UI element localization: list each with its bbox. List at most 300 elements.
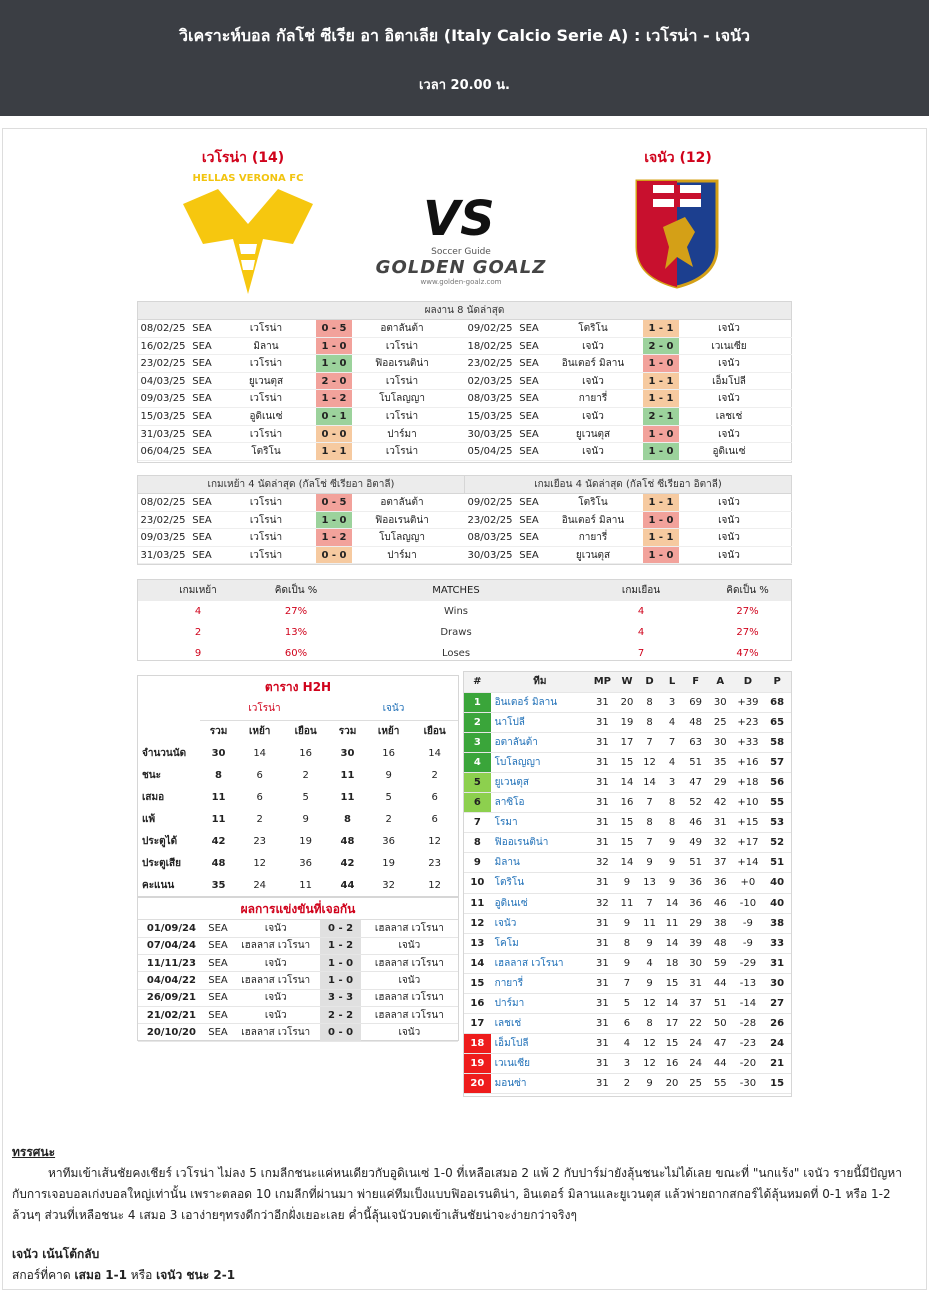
- standings-header: P: [763, 672, 791, 692]
- standings-cell: 38: [708, 913, 733, 933]
- standings-cell: 36: [683, 893, 708, 913]
- summary-table: [138, 580, 791, 664]
- standings-cell: 13: [638, 873, 661, 893]
- standings-cell: 11: [661, 913, 684, 933]
- standings-cell: 9: [638, 973, 661, 993]
- standings-cell: 4: [464, 752, 491, 772]
- match-league: SEA: [519, 532, 539, 544]
- h2h-result-cell: 26/09/21: [138, 989, 205, 1006]
- standings-cell: 15: [616, 813, 639, 833]
- standings-cell: 52: [683, 793, 708, 813]
- standings-team-name: เจนัว: [491, 913, 589, 933]
- standings-cell: 30: [763, 973, 791, 993]
- standings-cell: 14: [661, 893, 684, 913]
- standings-cell: 30: [683, 953, 708, 973]
- standings-cell: 31: [589, 712, 616, 732]
- match-home-team: ยูเวนตุส: [575, 428, 611, 440]
- standings-header: D: [638, 672, 661, 692]
- match-score: 1 - 0: [316, 338, 352, 355]
- h2h-result-cell: 0 - 0: [320, 1024, 361, 1041]
- standings-cell: 49: [683, 833, 708, 853]
- standings-cell: 9: [616, 873, 639, 893]
- match-league: SEA: [519, 446, 539, 458]
- match-score: 0 - 5: [316, 494, 352, 511]
- standings-cell: 29: [683, 913, 708, 933]
- standings-cell: 8: [464, 833, 491, 853]
- standings-header: F: [683, 672, 708, 692]
- standings-cell: 4: [616, 1034, 639, 1054]
- summary-cell: 4: [637, 627, 645, 638]
- standings-row: [464, 973, 791, 993]
- summary-cell: Draws: [440, 627, 472, 638]
- match-score: 1 - 0: [316, 512, 352, 529]
- standings-row: [464, 873, 791, 893]
- standings-cell: 48: [683, 712, 708, 732]
- match-away-team: เจนัว: [718, 514, 740, 526]
- match-row: [465, 512, 792, 530]
- summary-cell: 13%: [284, 627, 308, 638]
- standings-cell: +14: [733, 853, 764, 873]
- h2h-result-cell: เจนัว: [361, 937, 458, 954]
- h2h-subheader: รวม: [338, 725, 357, 737]
- match-league: SEA: [192, 410, 212, 422]
- standings-cell: 17: [616, 732, 639, 752]
- standings-cell: +16: [733, 752, 764, 772]
- h2h-cell: ประตูได้: [142, 835, 178, 847]
- match-row: [465, 373, 792, 391]
- h2h-result-cell: 11/11/23: [138, 955, 205, 972]
- standings-row: [464, 953, 791, 973]
- match-away-team: เลชเช่: [715, 410, 743, 422]
- h2h-cell: 32: [382, 879, 396, 891]
- h2h-cell: 6: [256, 769, 263, 781]
- match-league: SEA: [519, 393, 539, 405]
- brand-logo: [351, 247, 571, 291]
- home-team-logo: [173, 173, 323, 303]
- h2h-result-cell: เฮลลาส เวโรนา: [231, 972, 320, 989]
- h2h-result-cell: 3 - 3: [320, 989, 361, 1006]
- match-home-team: เจนัว: [582, 410, 604, 422]
- h2h-away-label: เจนัว: [329, 698, 458, 720]
- standings-cell: 24: [763, 1034, 791, 1054]
- summary-cell: 2: [194, 627, 202, 638]
- standings-team-name: ฟิออเรนติน่า: [491, 833, 589, 853]
- standings-cell: 14: [661, 994, 684, 1014]
- match-row: [138, 512, 465, 530]
- h2h-cell: 5: [302, 791, 309, 803]
- h2h-cell: 2: [385, 813, 392, 825]
- h2h-subheader: เหย้า: [248, 725, 271, 737]
- match-date: 09/03/25: [140, 393, 186, 405]
- match-away-team: อตาลันต้า: [380, 497, 424, 508]
- standings-cell: 38: [763, 913, 791, 933]
- h2h-result-row: [138, 972, 458, 989]
- brand-url: www.golden-goalz.com: [420, 278, 502, 286]
- standings-cell: 12: [464, 913, 491, 933]
- summary-row: [138, 643, 791, 664]
- summary-cell: Loses: [441, 648, 471, 659]
- standings-cell: 11: [464, 893, 491, 913]
- h2h-result-row: [138, 1024, 458, 1041]
- standings-table: [464, 672, 791, 1094]
- last4-away-title: เกมเยือน 4 นัดล่าสุด (กัลโช่ ซีเรียอา อิตาลี): [464, 476, 791, 494]
- standings-cell: 39: [683, 933, 708, 953]
- h2h-cell: จำนวนนัด: [142, 747, 187, 759]
- h2h-result-cell: SEA: [205, 955, 231, 972]
- standings-panel: [463, 671, 792, 1097]
- match-home-team: เจนัว: [582, 446, 604, 458]
- standings-cell: -13: [733, 973, 764, 993]
- standings-cell: 35: [708, 752, 733, 772]
- standings-row: [464, 692, 791, 712]
- h2h-row: [138, 874, 458, 896]
- standings-cell: 9: [616, 913, 639, 933]
- standings-cell: 9: [661, 833, 684, 853]
- standings-cell: +18: [733, 772, 764, 792]
- standings-cell: 9: [661, 873, 684, 893]
- match-league: SEA: [192, 323, 212, 334]
- summary-cell: 27%: [284, 606, 308, 617]
- h2h-result-row: [138, 955, 458, 972]
- h2h-result-cell: 01/09/24: [138, 920, 205, 937]
- standings-cell: +0: [733, 873, 764, 893]
- standings-cell: 15: [661, 973, 684, 993]
- standings-cell: +15: [733, 813, 764, 833]
- standings-cell: 56: [763, 772, 791, 792]
- match-score: 1 - 0: [643, 426, 679, 443]
- standings-cell: 14: [616, 772, 639, 792]
- match-score: 1 - 0: [643, 355, 679, 372]
- standings-header: MP: [589, 672, 616, 692]
- standings-cell: 40: [763, 873, 791, 893]
- standings-cell: 14: [616, 853, 639, 873]
- standings-cell: -29: [733, 953, 764, 973]
- standings-cell: 58: [763, 732, 791, 752]
- standings-cell: 18: [464, 1034, 491, 1054]
- h2h-cell: 48: [340, 835, 355, 847]
- standings-row: [464, 1074, 791, 1094]
- standings-cell: 14: [661, 933, 684, 953]
- standings-team-name: โรมา: [491, 813, 589, 833]
- h2h-cell: 2: [302, 769, 309, 781]
- standings-cell: 11: [638, 913, 661, 933]
- match-row: [465, 390, 792, 408]
- match-date: 16/02/25: [140, 340, 186, 352]
- standings-cell: 16: [616, 793, 639, 813]
- standings-cell: 31: [683, 973, 708, 993]
- standings-cell: 59: [708, 953, 733, 973]
- standings-cell: 36: [683, 873, 708, 893]
- standings-cell: 15: [763, 1074, 791, 1094]
- standings-cell: 32: [589, 893, 616, 913]
- standings-cell: 31: [589, 833, 616, 853]
- match-date: 15/03/25: [467, 410, 513, 422]
- match-date: 30/03/25: [467, 549, 513, 561]
- last4-away-list: [465, 494, 792, 564]
- standings-team-name: อูดิเนเซ่: [491, 893, 589, 913]
- standings-cell: 8: [661, 793, 684, 813]
- h2h-spacer: [138, 720, 200, 742]
- h2h-result-cell: เฮลลาส เวโรนา: [361, 1006, 458, 1023]
- summary-cell: 4: [637, 606, 645, 617]
- match-score: 1 - 1: [643, 390, 679, 407]
- h2h-cell: 5: [385, 791, 392, 803]
- match-date: 08/02/25: [140, 323, 186, 334]
- match-league: SEA: [519, 549, 539, 561]
- standings-header: D: [733, 672, 764, 692]
- standings-cell: 31: [589, 953, 616, 973]
- standings-cell: 33: [763, 933, 791, 953]
- standings-team-name: เวเนเซีย: [491, 1054, 589, 1074]
- summary-panel: [137, 579, 792, 661]
- standings-cell: 7: [616, 973, 639, 993]
- h2h-title: ตาราง H2H: [264, 680, 332, 694]
- standings-cell: 7: [638, 793, 661, 813]
- summary-header: MATCHES: [432, 585, 480, 596]
- standings-cell: 7: [638, 893, 661, 913]
- standings-cell: -28: [733, 1014, 764, 1034]
- standings-cell: 51: [683, 853, 708, 873]
- match-date: 09/03/25: [140, 532, 186, 544]
- recent-form-title: ผลงาน 8 นัดล่าสุด: [138, 302, 791, 320]
- standings-row: [464, 793, 791, 813]
- match-home-team: เวโรน่า: [249, 323, 283, 334]
- h2h-home-label: เวโรน่า: [200, 698, 329, 720]
- standings-row: [464, 1034, 791, 1054]
- h2h-cell: 11: [299, 879, 313, 891]
- match-home-team: เจนัว: [582, 340, 604, 352]
- standings-cell: 15: [661, 1034, 684, 1054]
- standings-cell: 68: [763, 692, 791, 712]
- summary-row: [138, 622, 791, 643]
- standings-cell: -9: [733, 933, 764, 953]
- standings-cell: +39: [733, 692, 764, 712]
- h2h-result-cell: เฮลลาส เวโรนา: [361, 955, 458, 972]
- standings-cell: 9: [638, 1074, 661, 1094]
- h2h-result-cell: เจนัว: [231, 1006, 320, 1023]
- match-time: เวลา 20.00 น.: [418, 78, 510, 93]
- standings-cell: -10: [733, 893, 764, 913]
- match-home-team: โตริโน: [251, 446, 281, 458]
- match-date: 09/02/25: [467, 497, 513, 508]
- standings-cell: 19: [616, 712, 639, 732]
- standings-team-name: โบโลญญา: [491, 752, 589, 772]
- match-row: [138, 547, 465, 565]
- standings-cell: 14: [638, 772, 661, 792]
- standings-cell: 4: [638, 953, 661, 973]
- standings-cell: 12: [638, 1054, 661, 1074]
- match-row: [138, 408, 465, 426]
- h2h-cell: เสมอ: [142, 791, 165, 803]
- last4-home-list: [138, 494, 465, 564]
- h2h-result-cell: 2 - 2: [320, 1006, 361, 1023]
- standings-cell: 8: [638, 712, 661, 732]
- standings-row: [464, 833, 791, 853]
- standings-cell: -20: [733, 1054, 764, 1074]
- match-league: SEA: [519, 375, 539, 387]
- standings-cell: 47: [708, 1034, 733, 1054]
- standings-cell: 9: [464, 853, 491, 873]
- standings-cell: 36: [708, 873, 733, 893]
- standings-team-name: เลชเช่: [491, 1014, 589, 1034]
- analysis-body: หาทีมเข้าเส้นชัยคงเชียร์ เวโรน่า ไม่ลง 5 เกมลีกชนะแค่หนเดียวกับอูดิเนเซ่ 1-0 ที่เหลือเสมอ 2 แพ้ 2 กับปาร์ม่ายังลุ้นชนะไม่ได้เลย ขณะที่ "นกแร้ง" เจนัว รายนี้มีปัญหากับการเจอบอลเก่งบอลใหญ่เท่านั้น เพราะตลอด 10 เกมลีกที่ผ่านมา พ่ายแค่ทีมเป็งแบบฟิออเรนติน่า, อินเตอร์ มิลานและยูเวนตุส แล้วพ่ายถากสกอร์ได้ลุ้นหมดที่ 0-1 หรือ 1-2 ล้วนๆ ส่วนที่เหลือชนะ 4 เสมอ 3 เอาง่ายๆทรงดีกว่าอีกฝั่งเยอะเลย ค่ำนี้ลุ้นเจนัวบดเข้าเส้นชัยน่าจะง่ายกว่าจริงๆ: [12, 1166, 902, 1222]
- h2h-result-cell: 07/04/24: [138, 937, 205, 954]
- standings-cell: 8: [638, 813, 661, 833]
- standings-cell: 21: [763, 1054, 791, 1074]
- match-away-team: เจนัว: [718, 393, 740, 405]
- standings-cell: 55: [763, 793, 791, 813]
- standings-cell: 7: [638, 833, 661, 853]
- match-away-team: เอ็มโปลี: [712, 375, 746, 387]
- match-home-team: เวโรน่า: [249, 358, 283, 370]
- standings-cell: -9: [733, 913, 764, 933]
- match-score: 2 - 0: [643, 338, 679, 355]
- brand-tagline: Soccer Guide: [431, 247, 491, 257]
- standings-row: [464, 752, 791, 772]
- standings-cell: 31: [589, 973, 616, 993]
- recent-home-list: [138, 320, 465, 461]
- standings-row: [464, 853, 791, 873]
- standings-row: [464, 772, 791, 792]
- standings-cell: 4: [661, 712, 684, 732]
- standings-cell: 24: [683, 1054, 708, 1074]
- match-home-team: อินเตอร์ มิลาน: [561, 514, 625, 526]
- h2h-result-row: [138, 937, 458, 954]
- match-row: [138, 320, 465, 338]
- h2h-result-cell: เจนัว: [231, 955, 320, 972]
- h2h-cell: 24: [253, 879, 267, 891]
- h2h-cell: 6: [431, 791, 438, 803]
- match-row: [465, 355, 792, 373]
- standings-cell: 16: [661, 1054, 684, 1074]
- h2h-result-cell: เฮลลาส เวโรนา: [361, 920, 458, 937]
- score-b: เจนัว ชนะ 2-1: [156, 1268, 236, 1282]
- standings-team-name: เอ็มโปลี: [491, 1034, 589, 1054]
- match-league: SEA: [192, 358, 212, 370]
- standings-cell: 6: [464, 793, 491, 813]
- match-home-team: เวโรน่า: [249, 514, 283, 526]
- standings-cell: 51: [763, 853, 791, 873]
- standings-team-name: นาโปลี: [491, 712, 589, 732]
- match-row: [138, 338, 465, 356]
- standings-cell: 14: [464, 953, 491, 973]
- standings-cell: 31: [589, 772, 616, 792]
- match-score: 1 - 1: [316, 443, 352, 460]
- page-header: [0, 0, 929, 116]
- h2h-cell: 36: [299, 857, 313, 869]
- standings-row: [464, 1014, 791, 1034]
- match-away-team: เวโรน่า: [385, 375, 419, 387]
- match-score: 1 - 0: [643, 443, 679, 460]
- match-score: 1 - 1: [643, 494, 679, 511]
- analysis-section: [12, 1142, 912, 1286]
- h2h-cell: 8: [215, 769, 222, 781]
- match-home-team: กายารี่: [578, 532, 608, 544]
- match-score: 1 - 1: [643, 373, 679, 390]
- summary-row: [138, 601, 791, 622]
- match-away-team: เวโรน่า: [385, 410, 419, 422]
- match-date: 05/04/25: [467, 446, 513, 458]
- standings-cell: 65: [763, 712, 791, 732]
- match-away-team: เวเนเซีย: [711, 340, 747, 352]
- match-league: SEA: [192, 514, 212, 526]
- match-date: 15/03/25: [140, 410, 186, 422]
- standings-row: [464, 732, 791, 752]
- standings-cell: 13: [464, 933, 491, 953]
- h2h-cell: 12: [253, 857, 267, 869]
- h2h-result-cell: 21/02/21: [138, 1006, 205, 1023]
- h2h-cell: 2: [256, 813, 263, 825]
- standings-cell: 63: [683, 732, 708, 752]
- h2h-result-cell: เจนัว: [231, 989, 320, 1006]
- match-row: [138, 529, 465, 547]
- h2h-row: [138, 852, 458, 874]
- match-away-team: เจนัว: [718, 428, 740, 440]
- summary-cell: 60%: [284, 648, 308, 659]
- match-row: [465, 320, 792, 338]
- summary-header: เกมเหย้า: [179, 585, 217, 596]
- match-away-team: ปาร์มา: [387, 549, 417, 561]
- match-away-team: โบโลญญา: [379, 393, 425, 405]
- match-row: [465, 529, 792, 547]
- summary-cell: Wins: [444, 606, 468, 617]
- h2h-cell: 35: [211, 879, 226, 891]
- standings-cell: 32: [708, 833, 733, 853]
- summary-header: คิดเป็น %: [274, 585, 318, 596]
- standings-cell: 20: [661, 1074, 684, 1094]
- match-league: SEA: [192, 497, 212, 508]
- standings-cell: 31: [589, 1074, 616, 1094]
- match-date: 04/03/25: [140, 375, 186, 387]
- standings-cell: 3: [616, 1054, 639, 1074]
- standings-row: [464, 893, 791, 913]
- standings-cell: 40: [763, 893, 791, 913]
- match-league: SEA: [192, 446, 212, 458]
- match-score: 0 - 1: [316, 408, 352, 425]
- h2h-results-panel: [137, 897, 459, 1041]
- standings-cell: 20: [464, 1074, 491, 1094]
- standings-cell: 48: [708, 933, 733, 953]
- match-row: [465, 408, 792, 426]
- match-row: [465, 426, 792, 444]
- standings-team-name: โคโม: [491, 933, 589, 953]
- match-row: [138, 390, 465, 408]
- h2h-cell: 11: [340, 769, 355, 781]
- h2h-result-cell: 1 - 0: [320, 955, 361, 972]
- standings-cell: 6: [616, 1014, 639, 1034]
- match-home-team: เวโรน่า: [249, 497, 283, 508]
- standings-cell: 51: [683, 752, 708, 772]
- match-league: SEA: [192, 375, 212, 387]
- summary-cell: 27%: [736, 627, 759, 638]
- standings-cell: 52: [763, 833, 791, 853]
- score-mid: หรือ: [126, 1268, 157, 1282]
- standings-cell: 31: [589, 692, 616, 712]
- match-date: 23/02/25: [467, 358, 513, 370]
- standings-row: [464, 994, 791, 1014]
- standings-team-name: โตริโน: [491, 873, 589, 893]
- match-away-team: เจนัว: [718, 358, 740, 370]
- h2h-table: [138, 698, 458, 896]
- h2h-result-row: [138, 1006, 458, 1023]
- standings-cell: 9: [638, 853, 661, 873]
- match-row: [138, 443, 465, 461]
- match-league: SEA: [192, 532, 212, 544]
- summary-header: เกมเยือน: [621, 585, 661, 596]
- h2h-result-cell: เจนัว: [361, 1024, 458, 1041]
- match-home-team: โตริโน: [578, 497, 608, 508]
- standings-header: L: [661, 672, 684, 692]
